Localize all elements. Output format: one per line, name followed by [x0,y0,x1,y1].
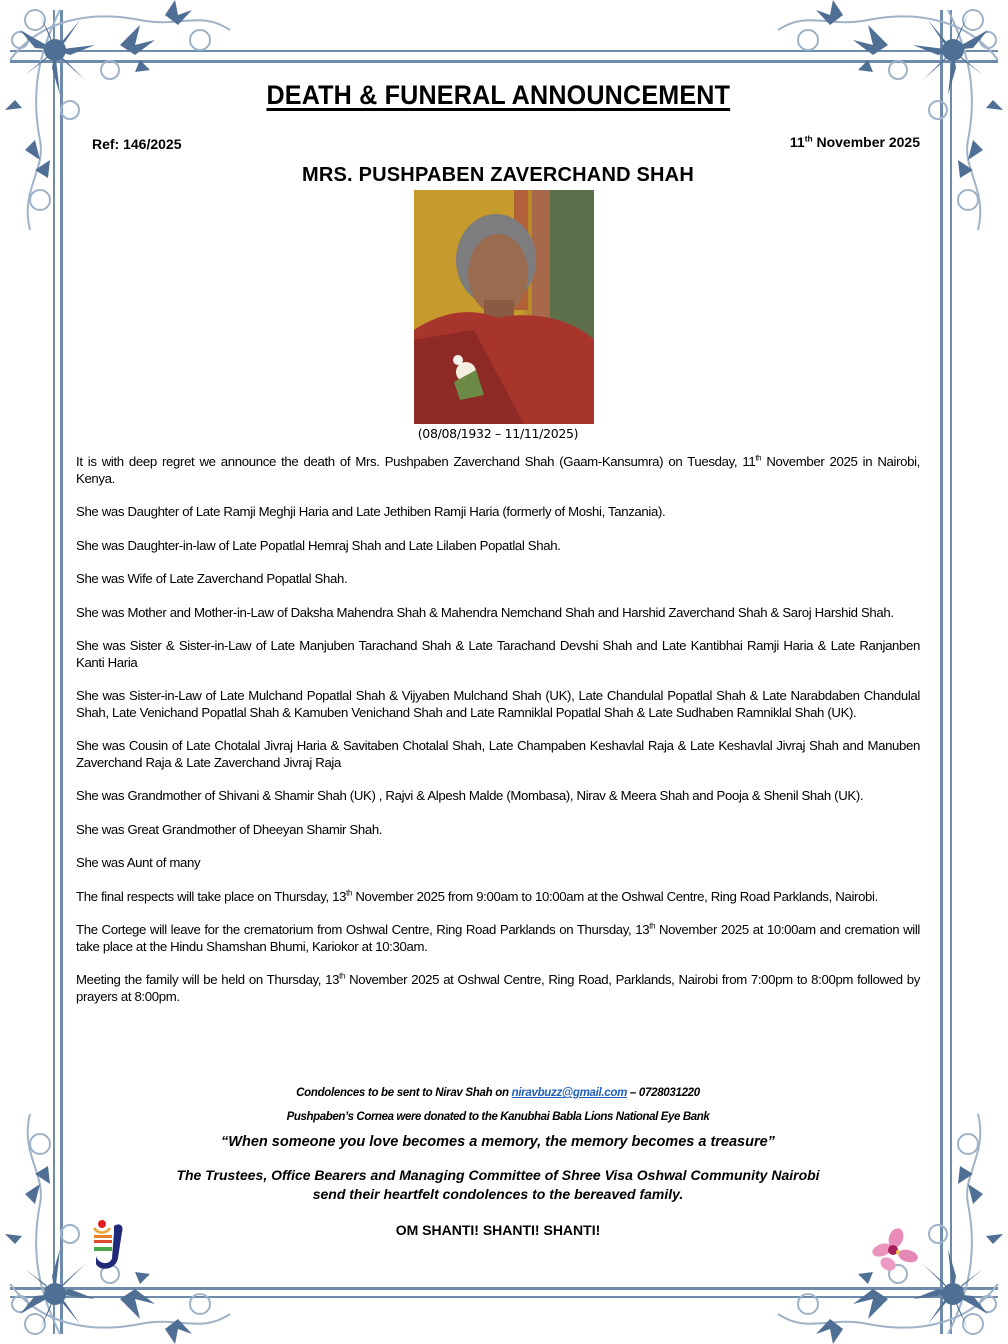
paragraph-text: Meeting the family will be held on Thursday, 13 [76,972,340,987]
ordinal-suffix: th [755,453,762,463]
paragraph [76,738,920,771]
date-suffix: th [804,133,813,144]
paragraph-text: She was Wife of Late Zaverchand Popatlal Shah. [76,571,348,586]
paragraph-text: She was Sister & Sister-in-Law of Late Manjuben Tarachand Shah & Late Tarachand Devshi Shah and Late Kantibhai Ramji Haria & Late Ranjanben Kanti Haria [76,638,920,670]
jain-symbol-logo [90,1218,134,1276]
date-rest: November 2025 [812,134,920,150]
trustees-line-1: The Trustees, Office Bearers and Managing Committee of Shree Visa Oshwal Community Nairobi [176,1167,820,1183]
paragraph-text: She was Sister-in-Law of Late Mulchand Popatlal Shah & Vijyaben Mulchand Shah (UK), Late Chandulal Popatlal Shah & Late Narabdaben Chandulal Shah, Late Venichand Popatlal Shah & Kamuben Venichand Shah and Late Ramniklal Popatlal Shah & Late Sudhaben Ramniklal Shah (UK). [76,688,920,720]
paragraph [76,504,920,521]
paragraph-text: November 2025 in Nairobi, Kenya. [76,454,920,486]
floral-corner-top-left-icon [0,0,240,240]
condolences-text: Condolences to be sent to Nirav Shah on [296,1087,512,1099]
paragraph-text: She was Cousin of Late Chotalal Jivraj Haria & Savitaben Chotalal Shah, Late Champaben Keshavlal Raja & Late Keshavlal Jivraj Shah and Manuben Zaverchand Raja & Late Zaverchand Jivraj Raja [76,738,920,770]
paragraph-text: She was Daughter of Late Ramji Meghji Haria and Late Jethiben Ramji Haria (formerly of Moshi, Tanzania). [76,504,666,519]
trustees-line-2: send their heartfelt condolences to the bereaved family. [312,1186,684,1202]
paragraph [76,538,920,555]
paragraph-text: It is with deep regret we announce the death of Mrs. Pushpaben Zaverchand Shah (Gaam-Kansumra) on Tuesday, 11 [76,454,756,469]
deceased-portrait-photo [414,190,594,424]
paragraph [76,638,920,671]
trustees-condolences [76,1166,920,1204]
paragraph-text: The Cortege will leave for the crematorium from Oshwal Centre, Ring Road Parklands on Thursday, 13 [76,922,650,937]
paragraph [76,605,920,622]
ordinal-suffix: th [339,971,346,981]
paragraph [76,688,920,721]
paragraph-text: She was Great Grandmother of Dheeyan Shamir Shah. [76,821,383,837]
floral-corner-top-right-icon [768,0,1008,240]
paragraph-text: She was Aunt of many [76,855,201,870]
paragraph-text: November 2025 at 10:00am and cremation will take place at the Hindu Shamshan Bhumi, Kariokor at 10:30am. [76,922,921,954]
closing-prayer: OM SHANTI! SHANTI! SHANTI! [395,1222,601,1238]
condolences-contact [76,1087,920,1099]
paragraph [76,788,920,805]
paragraph [76,855,920,872]
paragraph [76,922,920,955]
paragraph [76,972,920,1005]
email-link[interactable]: niravbuzz@gmail.com [511,1087,628,1099]
reference-number: Ref: 146/2025 [92,136,182,152]
phone-number: – 0728031220 [627,1087,700,1099]
paragraph-text: She was Grandmother of Shivani & Shamir Shah (UK) , Rajvi & Alpesh Malde (Mombasa), Nirav & Meera Shah and Pooja & Shenil Shah (UK). [76,788,864,803]
memorial-quote: “When someone you love becomes a memory, the memory becomes a treasure” [221,1134,775,1150]
paragraph-text: She was Daughter-in-law of Late Popatlal Hemraj Shah and Late Lilaben Popatlal Shah. [76,537,561,553]
paragraph-text: November 2025 at Oshwal Centre, Ring Road, Parklands, Nairobi from 7:00pm to 8:00pm followed by prayers at 8:00pm. [76,972,920,1004]
announcement-title [76,80,920,111]
life-dates: (08/08/1932 – 11/11/2025) [417,426,579,441]
paragraph [76,571,920,588]
announcement-body [76,454,920,1022]
orchid-flower-icon [872,1228,920,1276]
deceased-name: MRS. PUSHPABEN ZAVERCHAND SHAH [302,164,694,186]
title-text: DEATH & FUNERAL ANNOUNCEMENT [266,80,730,110]
paragraph [76,454,920,487]
paragraph-text: The final respects will take place on Thursday, 13 [76,888,347,904]
paragraph [76,822,920,839]
announcement-date [790,134,920,150]
paragraph-text: She was Mother and Mother-in-Law of Daksha Mahendra Shah & Mahendra Nemchand Shah and Harshid Zaverchand Shah & Saroj Harshid Shah. [76,604,894,620]
paragraph-text: November 2025 from 9:00am to 10:00am at the Oshwal Centre, Ring Road Parklands, Nairobi. [352,888,878,904]
date-day: 11 [789,134,805,150]
ordinal-suffix: th [346,888,352,898]
ordinal-suffix: th [649,921,656,931]
paragraph [76,889,920,906]
cornea-donation-note: Pushpaben’s Cornea were donated to the Kanubhai Babla Lions National Eye Bank [286,1111,710,1123]
